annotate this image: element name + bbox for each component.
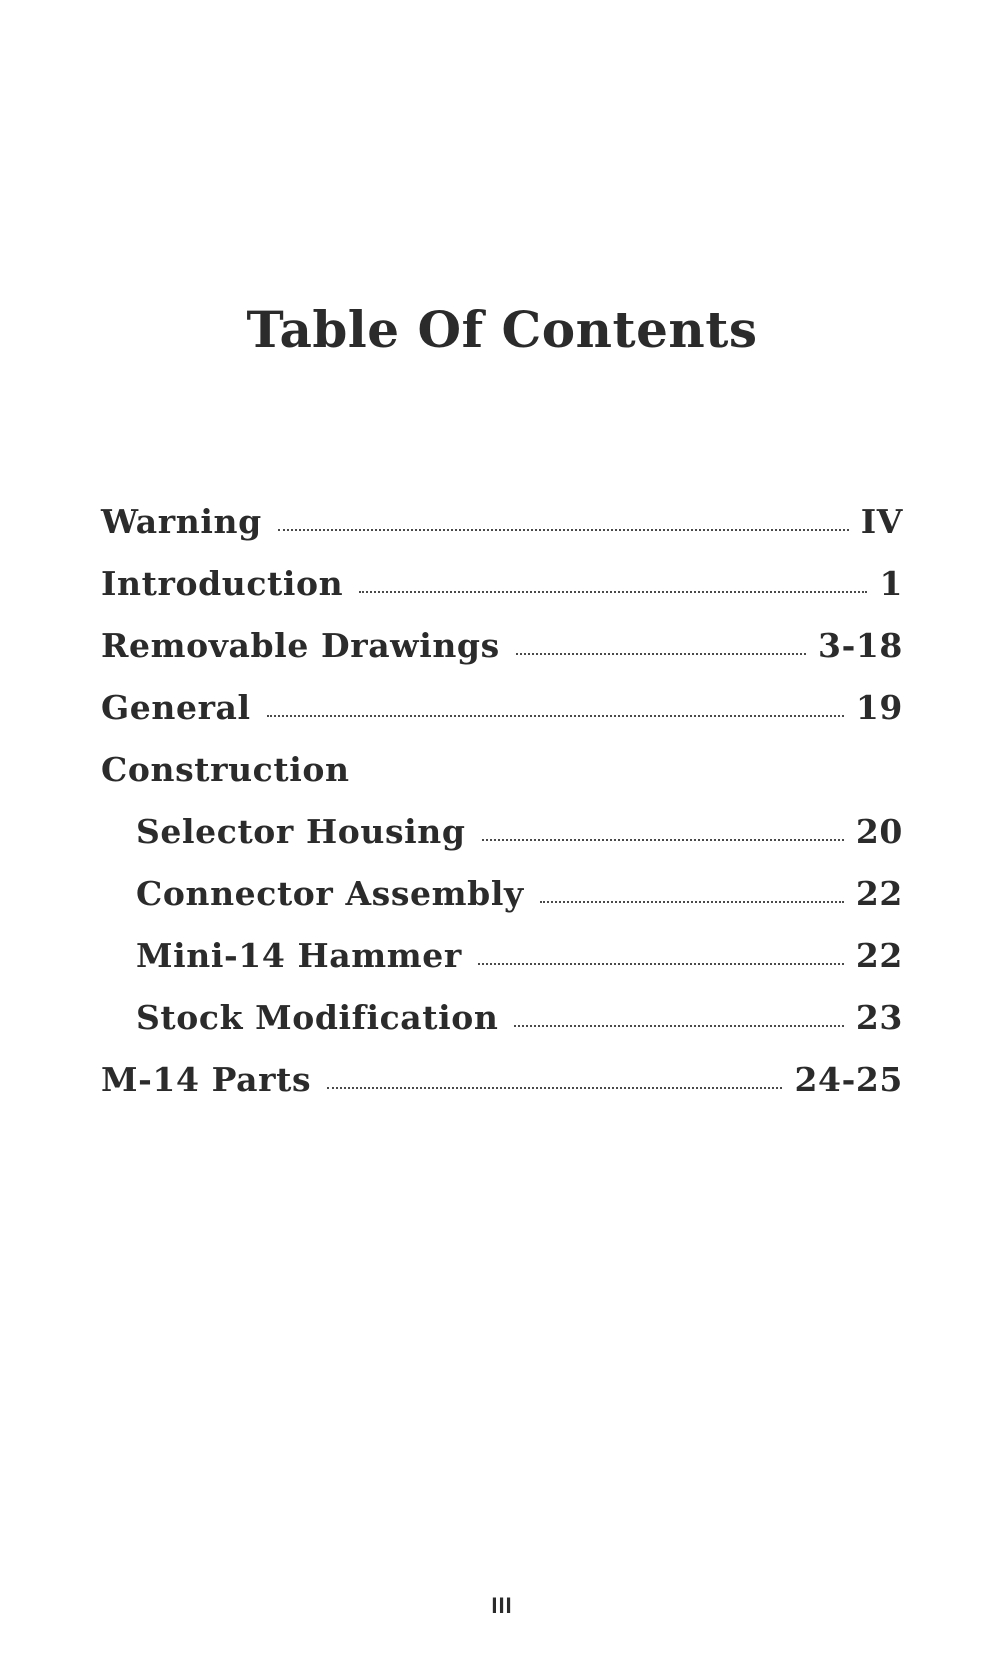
toc-entry-page: 19 [855, 688, 903, 727]
dot-leader [478, 963, 844, 965]
dot-leader [514, 1025, 843, 1027]
toc-entry-removable-drawings [101, 626, 903, 688]
table-of-contents [101, 502, 903, 1122]
toc-section-construction [101, 750, 903, 812]
toc-entry-label: Introduction [101, 564, 344, 603]
toc-section-label: Construction [101, 750, 350, 789]
toc-entry-stock-modification [101, 998, 903, 1060]
page-number: III [491, 1593, 513, 1618]
toc-entry-mini-14-hammer [101, 936, 903, 998]
toc-entry-label: Stock Modification [136, 998, 499, 1037]
dot-leader [482, 839, 844, 841]
toc-entry-page: 3-18 [818, 626, 903, 665]
toc-entry-connector-assembly [101, 874, 903, 936]
toc-entry-page: 1 [879, 564, 903, 603]
dot-leader [327, 1087, 782, 1089]
toc-entry-label: Removable Drawings [101, 626, 500, 665]
toc-entry-m-14-parts [101, 1060, 903, 1122]
toc-entry-introduction [101, 564, 903, 626]
page-title: Table Of Contents [246, 300, 758, 359]
toc-entry-label: General [101, 688, 251, 727]
toc-entry-page: IV [860, 502, 903, 541]
toc-entry-page: 20 [855, 812, 903, 851]
dot-leader [278, 529, 849, 531]
toc-entry-page: 23 [855, 998, 903, 1037]
toc-entry-warning [101, 502, 903, 564]
toc-entry-selector-housing [101, 812, 903, 874]
toc-entry-label: Connector Assembly [136, 874, 524, 913]
dot-leader [540, 901, 844, 903]
toc-entry-page: 24-25 [794, 1060, 903, 1099]
toc-entry-page: 22 [855, 874, 903, 913]
toc-entry-general [101, 688, 903, 750]
dot-leader [267, 715, 844, 717]
dot-leader [516, 653, 806, 655]
toc-entry-label: Warning [101, 502, 262, 541]
toc-entry-page: 22 [855, 936, 903, 975]
toc-entry-label: M-14 Parts [101, 1060, 312, 1099]
toc-entry-label: Selector Housing [136, 812, 466, 851]
toc-entry-label: Mini-14 Hammer [136, 936, 462, 975]
dot-leader [359, 591, 867, 593]
